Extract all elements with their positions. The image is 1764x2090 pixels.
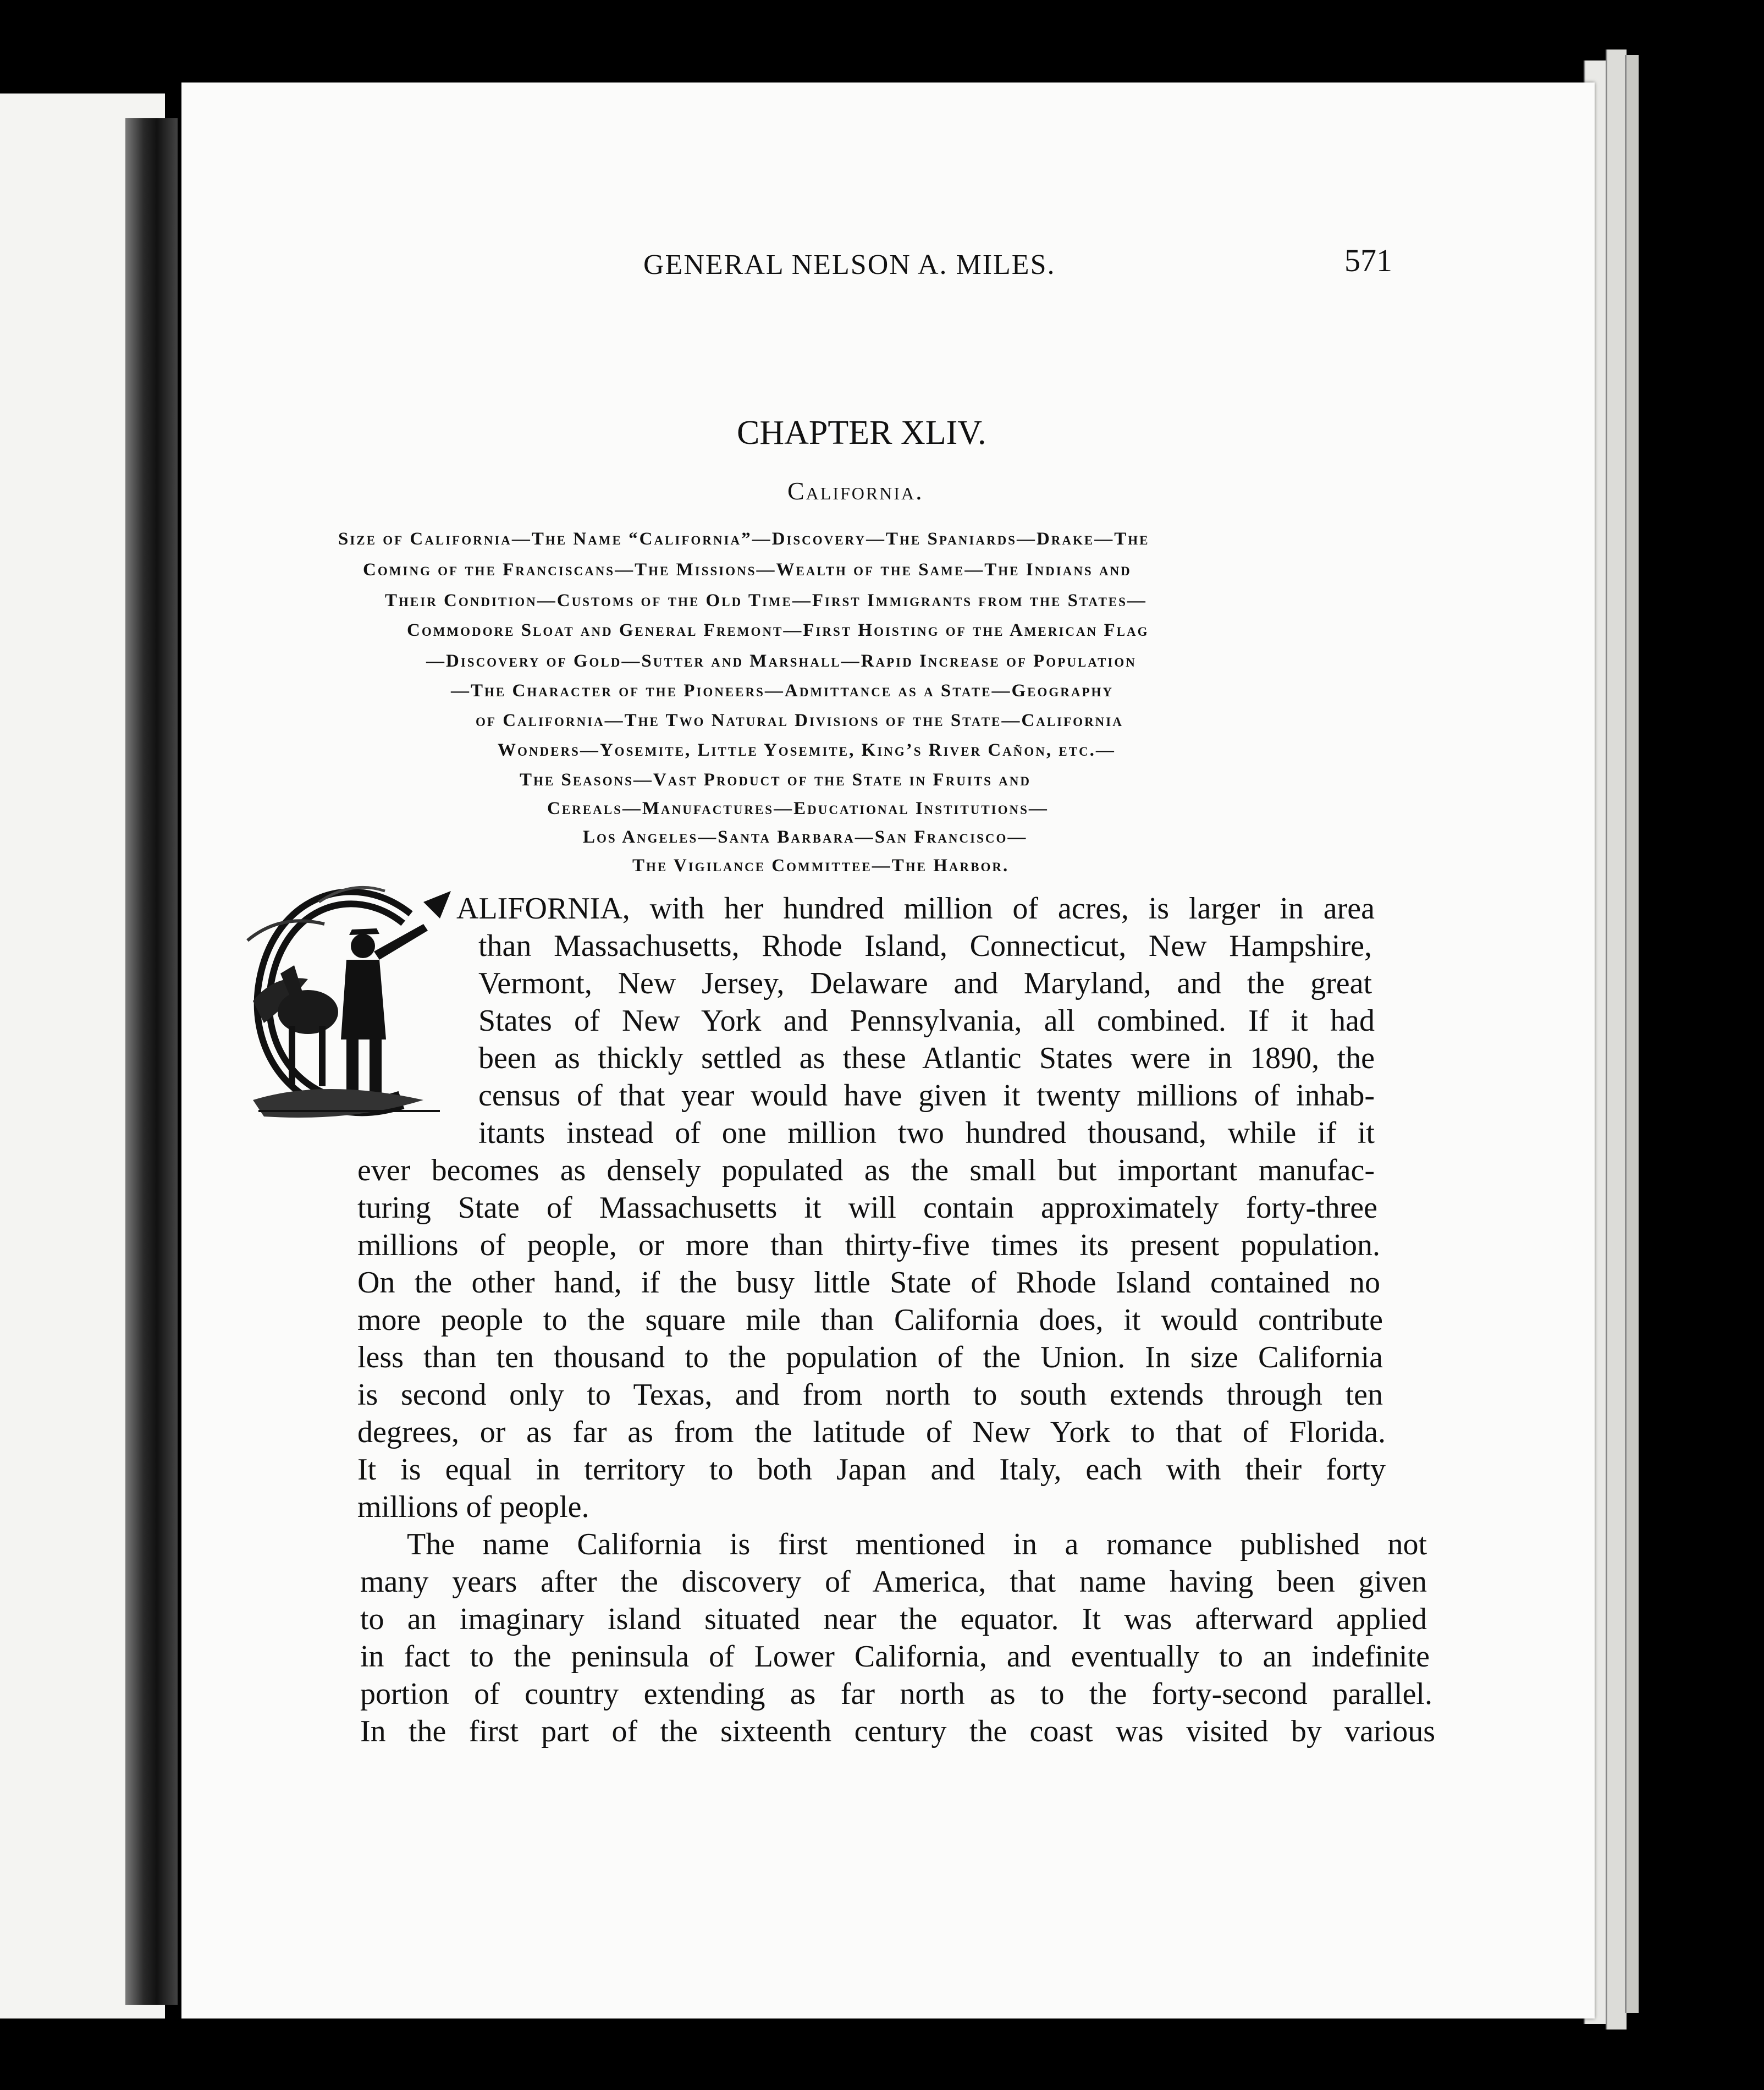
body-line: degrees, or as far as from the latitude of New York to that of Florida. (357, 1415, 1386, 1449)
body-line: less than ten thousand to the population of the Union. In size California (357, 1340, 1383, 1374)
running-head: GENERAL NELSON A. MILES. (643, 249, 1056, 280)
page-edges (1606, 50, 1627, 2030)
body-line: The name California is first mentioned in a romance published not (407, 1527, 1427, 1561)
body-line: census of that year would have given it twenty millions of inhab- (478, 1079, 1375, 1113)
book-gutter (125, 118, 178, 2005)
body-line: Vermont, New Jersey, Delaware and Maryland, and the great (478, 966, 1372, 1000)
body-line: millions of people. (357, 1490, 589, 1524)
body-line: In the first part of the sixteenth century the coast was visited by various (360, 1714, 1435, 1748)
synopsis-line: Their Condition—Customs of the Old Time—First Immigrants from the States— (385, 591, 1147, 610)
synopsis-line: Wonders—Yosemite, Little Yosemite, King’s River Cañon, etc.— (498, 740, 1116, 760)
body-line: itants instead of one million two hundred thousand, while if it (478, 1116, 1375, 1150)
body-line: ever becomes as densely populated as the small but important manufac- (357, 1153, 1375, 1187)
body-line: to an imaginary island situated near the equator. It was afterward applied (360, 1602, 1427, 1636)
synopsis-line: Coming of the Franciscans—The Missions—Wealth of the Same—The Indians and (363, 560, 1132, 580)
synopsis-line: Cereals—Manufactures—Educational Institutions— (547, 799, 1049, 818)
body-line: turing State of Massachusetts it will contain approximately forty-three (357, 1191, 1377, 1225)
synopsis-line: —The Character of the Pioneers—Admittance as a State—Geography (451, 681, 1114, 701)
body-line: in fact to the peninsula of Lower California, and eventually to an indefinite (360, 1640, 1430, 1674)
body-line: millions of people, or more than thirty-five times its present population. (357, 1228, 1380, 1262)
synopsis-line: Size of California—The Name “California”—Discovery—The Spaniards—Drake—The (338, 529, 1150, 549)
page-number: 571 (1344, 243, 1392, 278)
synopsis-line: Los Angeles—Santa Barbara—San Francisco— (583, 827, 1028, 847)
body-line: more people to the square mile than California does, it would contribute (357, 1303, 1383, 1337)
body-line: portion of country extending as far north as to the forty-second parallel. (360, 1677, 1432, 1711)
synopsis-line: The Seasons—Vast Product of the State in Fruits and (520, 770, 1031, 790)
body-line: States of New York and Pennsylvania, all combined. If it had (478, 1004, 1375, 1038)
body-line: is second only to Texas, and from north to south extends through ten (357, 1378, 1383, 1412)
synopsis-line: —Discovery of Gold—Sutter and Marshall—Rapid Increase of Population (426, 651, 1137, 671)
body-line: than Massachusetts, Rhode Island, Connecticut, New Hampshire, (478, 929, 1372, 963)
page-edges (1625, 55, 1639, 2013)
synopsis-line: The Vigilance Committee—The Harbor. (632, 856, 1010, 876)
synopsis-line: Commodore Sloat and General Fremont—First Hoisting of the American Flag (407, 620, 1149, 640)
body-line: many years after the discovery of America, that name having been given (360, 1565, 1427, 1599)
body-line: been as thickly settled as these Atlantic States were in 1890, the (478, 1041, 1375, 1075)
body-line: ALIFORNIA, with her hundred million of acres, is larger in area (456, 892, 1375, 926)
chapter-subtitle: California. (787, 477, 924, 505)
decorative-initial-c-illustration (242, 869, 462, 1133)
body-line: On the other hand, if the busy little State of Rhode Island contained no (357, 1266, 1380, 1300)
body-line: It is equal in territory to both Japan and Italy, each with their forty (357, 1453, 1386, 1487)
chapter-title: CHAPTER XLIV. (737, 414, 986, 452)
synopsis-line: of California—The Two Natural Divisions of the State—California (476, 711, 1123, 730)
